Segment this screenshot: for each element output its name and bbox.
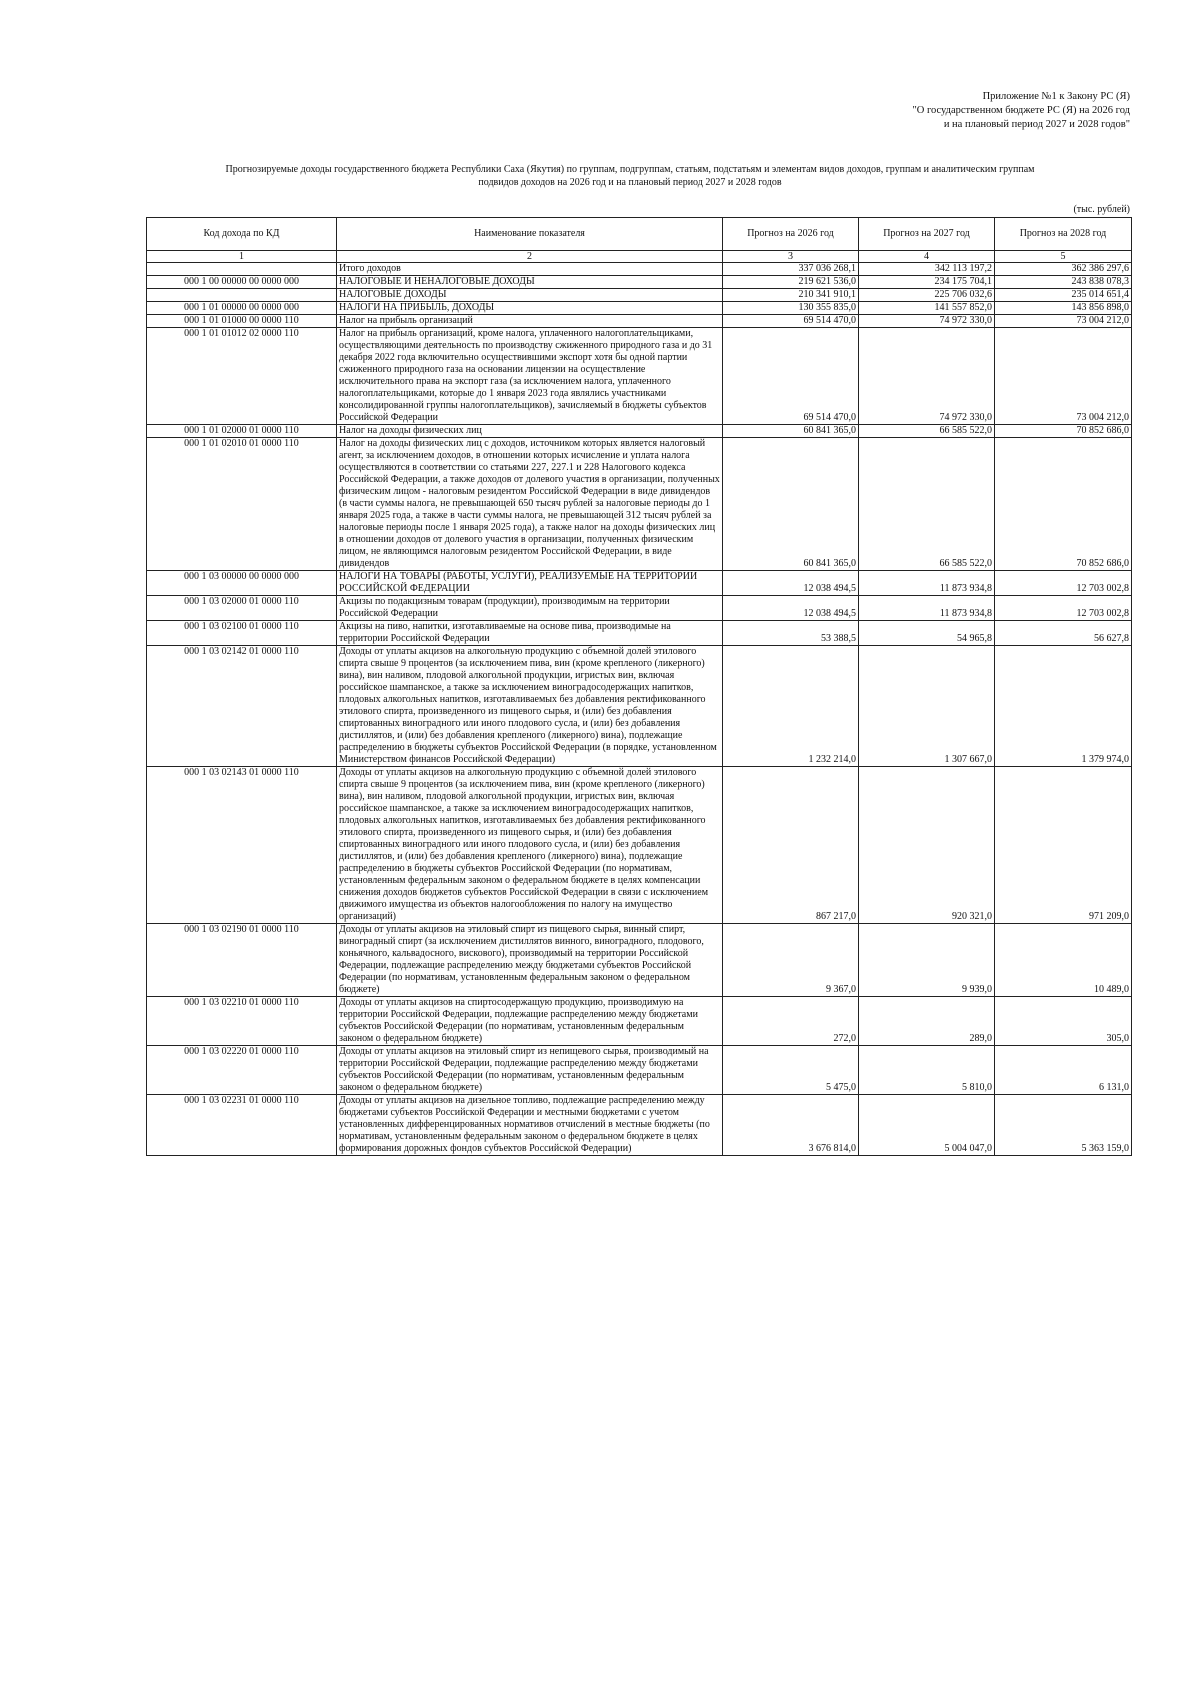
row-name: Доходы от уплаты акцизов на этиловый спирт из непищевого сырья, производимый на территории Российской Федерации, подлежащие распределению между бюджетами субъектов Российской Федерации (по нормативам, установленным федеральным законом о федеральном бюджете) xyxy=(337,1046,723,1095)
row-name: Доходы от уплаты акцизов на алкогольную продукцию с объемной долей этилового спирта свыше 9 процентов (за исключением пива, вин (кроме крепленого (ликерного) вина), вин наливом, плодовой алкогольной продукции, игристых вин, включая российское шампанское, а также за исключением виноградосодержащих напитков, плодовых алкогольных напитков, изготавливаемых без добавления ректификованного этилового спирта, произведенного из пищевого сырья, и (или) без добавления спиртованных виноградного или иного плодового сусла, и (или) без добавления дистиллятов, и (или) без добавления крепленого (ликерного) вина), подлежащие распределению в бюджеты субъектов Российской Федерации (по нормативам, установленным федеральным законом о федеральном бюджете в целях компенсации снижения доходов бюджетов субъектов Российской Федерации в связи с исключением движимого имущества из объектов налогообложения по налогу на имущество организаций) xyxy=(337,767,723,924)
table-row xyxy=(147,1046,1132,1095)
row-code: 000 1 03 02220 01 0000 110 xyxy=(147,1046,337,1095)
table-row xyxy=(147,997,1132,1046)
row-value-2026: 9 367,0 xyxy=(723,924,859,997)
row-value-2028: 305,0 xyxy=(995,997,1132,1046)
title-line: Прогнозируемые доходы государственного бюджета Республики Саха (Якутия) по группам, подгруппам, статьям, подстатьям и элементам видов доходов, группам и аналитическим группам xyxy=(225,164,1035,175)
row-name: Акцизы на пиво, напитки, изготавливаемые на основе пива, производимые на территории Российской Федерации xyxy=(337,621,723,646)
row-value-2028: 12 703 002,8 xyxy=(995,571,1132,596)
row-value-2028: 243 838 078,3 xyxy=(995,276,1132,289)
row-name: Доходы от уплаты акцизов на алкогольную продукцию с объемной долей этилового спирта свыше 9 процентов (за исключением пива, вин (кроме крепленого (ликерного) вина), вин наливом, плодовой алкогольной продукции, игристых вин, включая российское шампанское, а также за исключением виноградосодержащих напитков, плодовых алкогольных напитков, изготавливаемых без добавления ректификованного этилового спирта, произведенного из пищевого сырья, и (или) без добавления спиртованных виноградного или иного плодового сусла, и (или) без добавления дистиллятов, и (или) без добавления крепленого (ликерного) вина), подлежащие распределению в бюджеты субъектов Российской Федерации (в порядке, установленном Министерством финансов Российской Федерации) xyxy=(337,646,723,767)
row-value-2026: 12 038 494,5 xyxy=(723,571,859,596)
row-value-2027: 5 810,0 xyxy=(859,1046,995,1095)
column-number: 5 xyxy=(995,251,1132,263)
row-code: 000 1 01 02000 01 0000 110 xyxy=(147,425,337,438)
row-value-2027: 74 972 330,0 xyxy=(859,328,995,425)
title-line: подвидов доходов на 2026 год и на плановый период 2027 и 2028 годов xyxy=(478,177,782,188)
row-value-2027: 225 706 032,6 xyxy=(859,289,995,302)
column-number: 2 xyxy=(337,251,723,263)
table-header-row xyxy=(147,218,1132,251)
row-value-2028: 70 852 686,0 xyxy=(995,438,1132,571)
row-value-2026: 219 621 536,0 xyxy=(723,276,859,289)
row-value-2028: 12 703 002,8 xyxy=(995,596,1132,621)
table-row xyxy=(147,646,1132,767)
row-value-2027: 9 939,0 xyxy=(859,924,995,997)
row-name: НАЛОГОВЫЕ ДОХОДЫ xyxy=(337,289,723,302)
row-value-2028: 73 004 212,0 xyxy=(995,315,1132,328)
row-code: 000 1 03 02190 01 0000 110 xyxy=(147,924,337,997)
table-row xyxy=(147,924,1132,997)
row-value-2027: 289,0 xyxy=(859,997,995,1046)
row-value-2028: 56 627,8 xyxy=(995,621,1132,646)
column-header-2026: Прогноз на 2026 год xyxy=(723,218,859,251)
row-value-2026: 867 217,0 xyxy=(723,767,859,924)
row-value-2027: 920 321,0 xyxy=(859,767,995,924)
row-value-2028: 143 856 898,0 xyxy=(995,302,1132,315)
row-name: Налог на доходы физических лиц xyxy=(337,425,723,438)
row-value-2026: 60 841 365,0 xyxy=(723,438,859,571)
column-number: 3 xyxy=(723,251,859,263)
row-code: 000 1 03 02210 01 0000 110 xyxy=(147,997,337,1046)
row-name: Налог на прибыль организаций, кроме налога, уплаченного налогоплательщиками, осуществляющими деятельность по производству сжиженного природного газа и до 31 декабря 2022 года включительно осуществившими экспорт хотя бы одной партии сжиженного природного газа на основании лицензии на осуществление исключительного права на экспорт газа (за исключением налога, уплаченного налогоплательщиками, которые до 1 января 2023 года являлись участниками консолидированной группы налогоплательщиков), зачисляемый в бюджеты субъектов Российской Федерации xyxy=(337,328,723,425)
row-value-2027: 11 873 934,8 xyxy=(859,596,995,621)
revenue-table xyxy=(146,217,1132,1156)
row-value-2027: 66 585 522,0 xyxy=(859,438,995,571)
row-value-2028: 10 489,0 xyxy=(995,924,1132,997)
row-code: 000 1 03 02231 01 0000 110 xyxy=(147,1095,337,1156)
table-row xyxy=(147,302,1132,315)
row-code: 000 1 03 02000 01 0000 110 xyxy=(147,596,337,621)
row-value-2026: 60 841 365,0 xyxy=(723,425,859,438)
row-value-2027: 1 307 667,0 xyxy=(859,646,995,767)
row-code: 000 1 03 00000 00 0000 000 xyxy=(147,571,337,596)
row-value-2027: 234 175 704,1 xyxy=(859,276,995,289)
row-value-2028: 5 363 159,0 xyxy=(995,1095,1132,1156)
row-value-2027: 342 113 197,2 xyxy=(859,263,995,276)
table-row xyxy=(147,328,1132,425)
column-header-2028: Прогноз на 2028 год xyxy=(995,218,1132,251)
row-value-2028: 70 852 686,0 xyxy=(995,425,1132,438)
row-code: 000 1 00 00000 00 0000 000 xyxy=(147,276,337,289)
row-value-2027: 66 585 522,0 xyxy=(859,425,995,438)
row-value-2026: 3 676 814,0 xyxy=(723,1095,859,1156)
row-name: Акцизы по подакцизным товарам (продукции), производимым на территории Российской Федерации xyxy=(337,596,723,621)
row-value-2026: 1 232 214,0 xyxy=(723,646,859,767)
row-code: 000 1 01 01012 02 0000 110 xyxy=(147,328,337,425)
table-row xyxy=(147,425,1132,438)
table-row xyxy=(147,621,1132,646)
row-name: НАЛОГИ НА ТОВАРЫ (РАБОТЫ, УСЛУГИ), РЕАЛИЗУЕМЫЕ НА ТЕРРИТОРИИ РОССИЙСКОЙ ФЕДЕРАЦИИ xyxy=(337,571,723,596)
column-number: 4 xyxy=(859,251,995,263)
row-value-2026: 69 514 470,0 xyxy=(723,328,859,425)
row-code: 000 1 01 01000 00 0000 110 xyxy=(147,315,337,328)
column-number-row xyxy=(147,251,1132,263)
row-name: НАЛОГОВЫЕ И НЕНАЛОГОВЫЕ ДОХОДЫ xyxy=(337,276,723,289)
row-code: 000 1 03 02143 01 0000 110 xyxy=(147,767,337,924)
row-name: Доходы от уплаты акцизов на этиловый спирт из пищевого сырья, винный спирт, виноградный спирт (за исключением дистиллятов винного, виноградного, плодового, коньячного, кальвадосного, вискового), производимый на территории Российской Федерации, подлежащие распределению между бюджетами субъектов Российской Федерации (по нормативам, установленным федеральным законом о федеральном бюджете) xyxy=(337,924,723,997)
column-header-code: Код дохода по КД xyxy=(147,218,337,251)
table-row xyxy=(147,263,1132,276)
table-row xyxy=(147,767,1132,924)
table-row xyxy=(147,596,1132,621)
table-row xyxy=(147,315,1132,328)
row-value-2027: 54 965,8 xyxy=(859,621,995,646)
row-value-2027: 141 557 852,0 xyxy=(859,302,995,315)
row-value-2027: 11 873 934,8 xyxy=(859,571,995,596)
table-row xyxy=(147,276,1132,289)
table-row xyxy=(147,571,1132,596)
row-value-2028: 6 131,0 xyxy=(995,1046,1132,1095)
row-value-2026: 272,0 xyxy=(723,997,859,1046)
row-value-2026: 53 388,5 xyxy=(723,621,859,646)
row-code xyxy=(147,263,337,276)
annex-line: Приложение №1 к Закону РС (Я) xyxy=(982,91,1130,102)
row-code: 000 1 03 02142 01 0000 110 xyxy=(147,646,337,767)
column-number: 1 xyxy=(147,251,337,263)
row-value-2027: 5 004 047,0 xyxy=(859,1095,995,1156)
row-code: 000 1 03 02100 01 0000 110 xyxy=(147,621,337,646)
table-row xyxy=(147,289,1132,302)
row-value-2026: 130 355 835,0 xyxy=(723,302,859,315)
annex-line: и на плановый период 2027 и 2028 годов" xyxy=(943,119,1130,130)
row-value-2026: 5 475,0 xyxy=(723,1046,859,1095)
row-value-2027: 74 972 330,0 xyxy=(859,315,995,328)
row-value-2028: 362 386 297,6 xyxy=(995,263,1132,276)
row-name: Налог на доходы физических лиц с доходов, источником которых является налоговый агент, за исключением доходов, в отношении которых исчисление и уплата налога осуществляются в соответствии со статьями 227, 227.1 и 228 Налогового кодекса Российской Федерации, а также доходов от долевого участия в организации, полученных физическим лицом - налоговым резидентом Российской Федерации в виде дивидендов (в части суммы налога, не превышающей 650 тысяч рублей за налоговые периоды до 1 января 2025 года, а также в части суммы налога, не превышающей 312 тысяч рублей за налоговые периоды после 1 января 2025 года), а также налог на доходы физических лиц в отношении доходов от долевого участия в организации, полученных физическим лицом, не являющимся налоговым резидентом Российской Федерации, в виде дивидендов xyxy=(337,438,723,571)
annex-line: "О государственном бюджете РС (Я) на 2026 год xyxy=(912,105,1130,116)
column-header-name: Наименование показателя xyxy=(337,218,723,251)
row-value-2026: 69 514 470,0 xyxy=(723,315,859,328)
row-value-2026: 12 038 494,5 xyxy=(723,596,859,621)
row-name: Налог на прибыль организаций xyxy=(337,315,723,328)
units-label: (тыс. рублей) xyxy=(1073,204,1130,215)
document-title xyxy=(150,163,1110,189)
column-header-2027: Прогноз на 2027 год xyxy=(859,218,995,251)
row-value-2028: 73 004 212,0 xyxy=(995,328,1132,425)
row-name: Доходы от уплаты акцизов на спиртосодержащую продукцию, производимую на территории Российской Федерации, подлежащие распределению между бюджетами субъектов Российской Федерации (по нормативам, установленным федеральным законом о федеральном бюджете) xyxy=(337,997,723,1046)
row-value-2026: 210 341 910,1 xyxy=(723,289,859,302)
row-code: 000 1 01 02010 01 0000 110 xyxy=(147,438,337,571)
row-value-2028: 235 014 651,4 xyxy=(995,289,1132,302)
row-value-2028: 1 379 974,0 xyxy=(995,646,1132,767)
row-name: НАЛОГИ НА ПРИБЫЛЬ, ДОХОДЫ xyxy=(337,302,723,315)
table-row xyxy=(147,438,1132,571)
row-name: Итого доходов xyxy=(337,263,723,276)
table-row xyxy=(147,1095,1132,1156)
row-value-2028: 971 209,0 xyxy=(995,767,1132,924)
annex-reference xyxy=(840,90,1130,132)
row-value-2026: 337 036 268,1 xyxy=(723,263,859,276)
row-code: 000 1 01 00000 00 0000 000 xyxy=(147,302,337,315)
row-name: Доходы от уплаты акцизов на дизельное топливо, подлежащие распределению между бюджетами субъектов Российской Федерации и местными бюджетами с учетом установленных дифференцированных нормативов отчислений в местные бюджеты (по нормативам, установленным федеральным законом о федеральном бюджете в целях формирования дорожных фондов субъектов Российской Федерации) xyxy=(337,1095,723,1156)
row-code xyxy=(147,289,337,302)
